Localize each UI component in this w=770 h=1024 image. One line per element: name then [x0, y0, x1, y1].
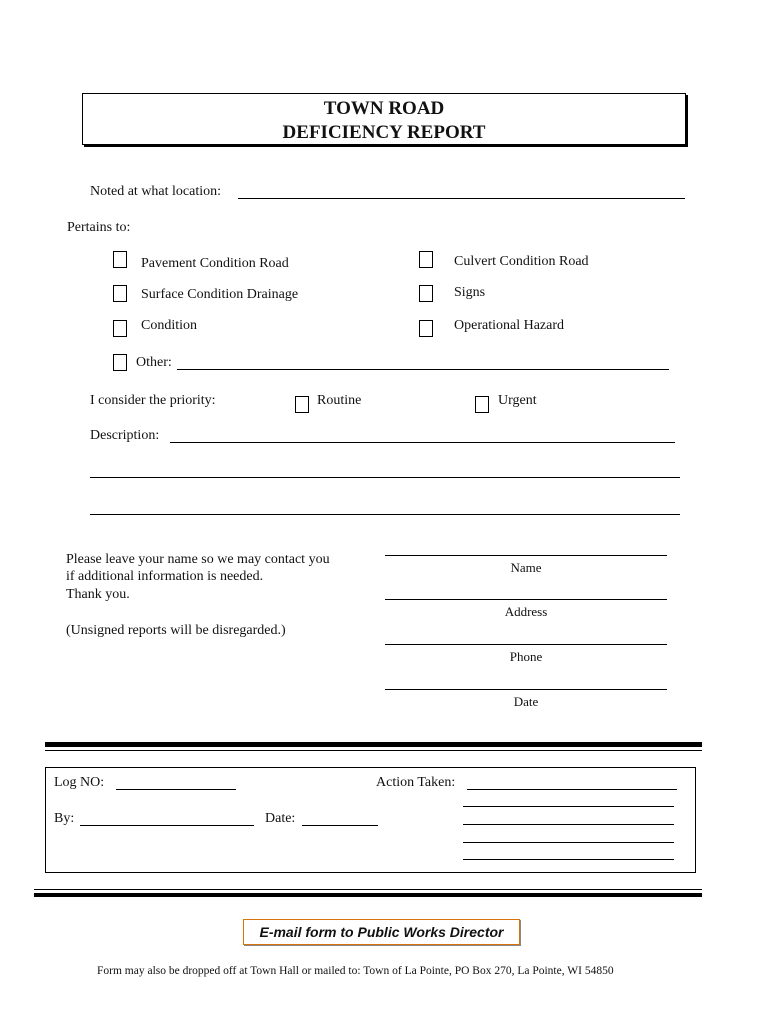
separator-top	[45, 742, 702, 747]
by-label: By:	[54, 811, 75, 826]
date-caption: Date	[513, 694, 539, 709]
description-label: Description:	[90, 428, 160, 443]
surface-label: Surface Condition Drainage	[141, 287, 299, 302]
name-field[interactable]	[385, 555, 667, 556]
action-taken-field-5[interactable]	[463, 859, 674, 860]
action-taken-field-3[interactable]	[463, 824, 674, 825]
other-checkbox[interactable]	[113, 354, 127, 371]
separator-top-thin	[45, 750, 702, 751]
log-no-field[interactable]	[116, 789, 236, 790]
signs-label: Signs	[454, 285, 486, 300]
urgent-checkbox[interactable]	[475, 396, 489, 413]
pavement-label: Pavement Condition Road	[141, 256, 289, 271]
description-field-1[interactable]	[170, 442, 675, 443]
separator-bottom	[34, 893, 702, 897]
action-taken-field-1[interactable]	[467, 789, 677, 790]
routine-label: Routine	[317, 393, 362, 408]
title-box	[82, 93, 686, 145]
signs-checkbox[interactable]	[419, 285, 433, 302]
urgent-label: Urgent	[498, 393, 537, 408]
office-date-label: Date:	[265, 811, 296, 826]
date-field[interactable]	[385, 689, 667, 690]
address-field[interactable]	[385, 599, 667, 600]
title-line-1: TOWN ROAD	[323, 98, 445, 119]
action-taken-field-4[interactable]	[463, 842, 674, 843]
by-field[interactable]	[80, 825, 254, 826]
title-line-2: DEFICIENCY REPORT	[282, 122, 486, 143]
contact-note-line-2: if additional information is needed.	[66, 569, 264, 584]
separator-bottom-thin	[34, 889, 702, 890]
name-caption: Name	[510, 560, 542, 575]
office-date-field[interactable]	[302, 825, 378, 826]
contact-note-line-1: Please leave your name so we may contact you	[66, 552, 330, 567]
office-use-box	[45, 767, 696, 873]
contact-note-line-3: Thank you.	[66, 587, 130, 602]
pavement-checkbox[interactable]	[113, 251, 127, 268]
action-taken-field-2[interactable]	[463, 806, 674, 807]
email-form-button[interactable]: E-mail form to Public Works Director	[243, 919, 520, 945]
other-field[interactable]	[177, 369, 669, 370]
phone-field[interactable]	[385, 644, 667, 645]
log-no-label: Log NO:	[54, 775, 105, 790]
footer-note: Form may also be dropped off at Town Hall or mailed to: Town of La Pointe, PO Box 270, La Pointe, WI 54850	[97, 965, 614, 977]
description-field-2[interactable]	[90, 477, 680, 478]
condition-label: Condition	[141, 318, 198, 333]
action-taken-label: Action Taken:	[376, 775, 456, 790]
culvert-checkbox[interactable]	[419, 251, 433, 268]
surface-checkbox[interactable]	[113, 285, 127, 302]
hazard-label: Operational Hazard	[454, 318, 564, 333]
contact-note-line-4: (Unsigned reports will be disregarded.)	[66, 623, 286, 638]
description-field-3[interactable]	[90, 514, 680, 515]
other-label: Other:	[136, 355, 172, 370]
phone-caption: Phone	[509, 649, 543, 664]
location-field[interactable]	[238, 198, 685, 199]
address-caption: Address	[504, 604, 548, 619]
routine-checkbox[interactable]	[295, 396, 309, 413]
hazard-checkbox[interactable]	[419, 320, 433, 337]
location-label: Noted at what location:	[90, 184, 222, 199]
culvert-label: Culvert Condition Road	[454, 254, 589, 269]
condition-checkbox[interactable]	[113, 320, 127, 337]
pertains-label: Pertains to:	[67, 220, 131, 235]
priority-label: I consider the priority:	[90, 393, 216, 408]
